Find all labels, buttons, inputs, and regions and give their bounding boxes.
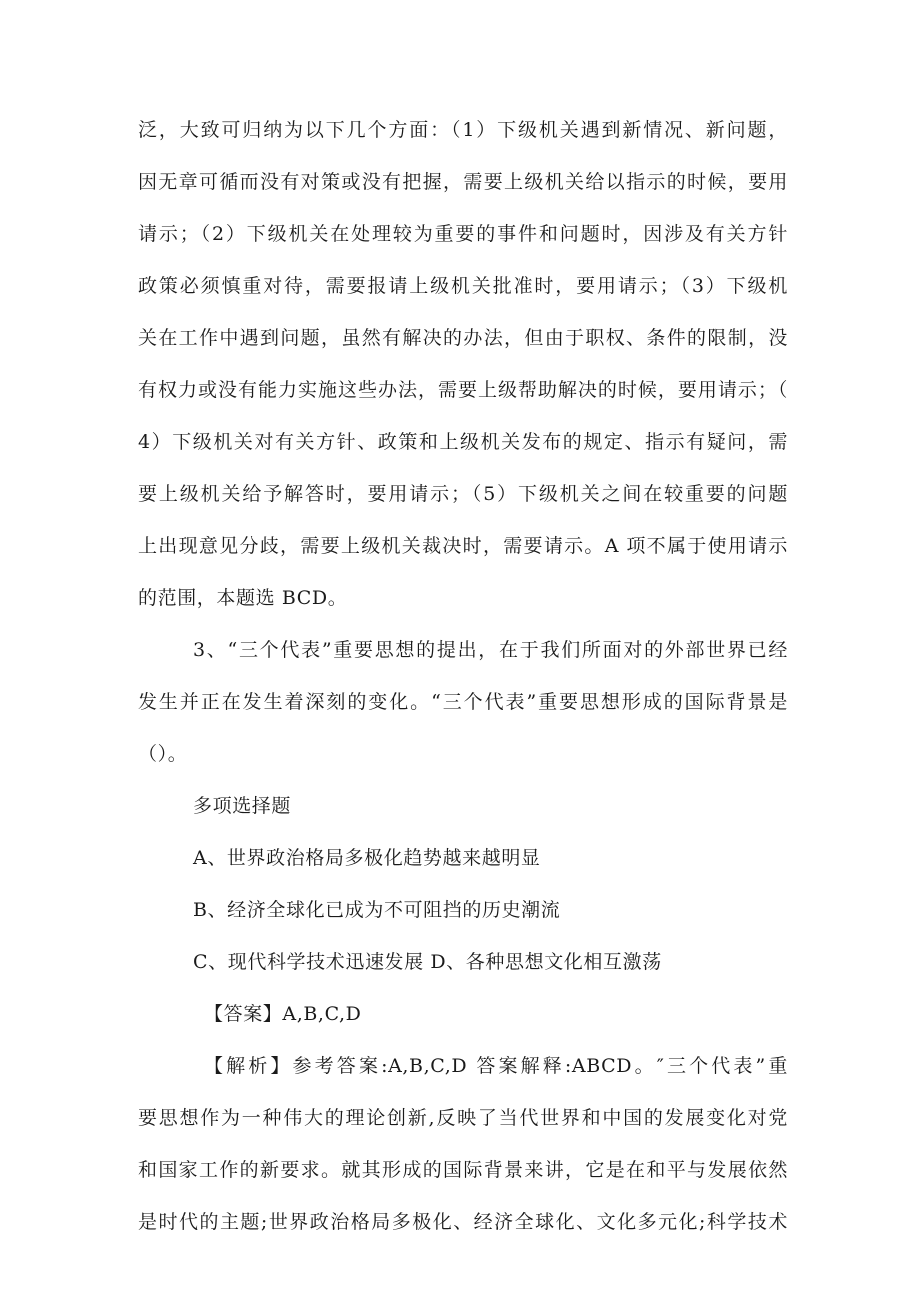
paragraph-line: 的范围，本题选 BCD。	[138, 587, 348, 609]
paragraph-line: 要上级机关给予解答时，要用请示；（5）下级机关之间在较重要的问题	[138, 483, 788, 505]
question-line: （）。	[138, 743, 188, 765]
option-a: A、世界政治格局多极化趋势越来越明显	[193, 847, 541, 869]
paragraph-line: 关在工作中遇到问题，虽然有解决的办法，但由于职权、条件的限制，没	[138, 327, 788, 349]
analysis-line: 要思想作为一种伟大的理论创新,反映了当代世界和中国的发展变化对党	[138, 1107, 788, 1129]
analysis-line: 和国家工作的新要求。就其形成的国际背景来讲，它是在和平与发展依然	[138, 1159, 788, 1181]
paragraph-line: 4）下级机关对有关方针、政策和上级机关发布的规定、指示有疑问，需	[138, 431, 788, 453]
option-b: B、经济全球化已成为不可阻挡的历史潮流	[193, 899, 561, 921]
analysis-line: 【解析】参考答案:A,B,C,D 答案解释:ABCD。″三个代表”重	[204, 1055, 788, 1077]
paragraph-line: 泛，大致可归纳为以下几个方面：（1）下级机关遇到新情况、新问题，	[138, 119, 788, 141]
question-line: 发生并正在发生着深刻的变化。“三个代表”重要思想形成的国际背景是	[138, 691, 788, 713]
paragraph-line: 政策必须慎重对待，需要报请上级机关批准时，要用请示；（3）下级机	[138, 275, 788, 297]
question-type: 多项选择题	[193, 795, 292, 817]
paragraph-line: 请示；（2）下级机关在处理较为重要的事件和问题时，因涉及有关方针	[138, 223, 788, 245]
option-c-d: C、现代科学技术迅速发展 D、各种思想文化相互激荡	[193, 951, 662, 973]
paragraph-line: 上出现意见分歧，需要上级机关裁决时，需要请示。A 项不属于使用请示	[138, 535, 788, 557]
paragraph-line: 有权力或没有能力实施这些办法，需要上级帮助解决的时候，要用请示；（	[138, 379, 788, 401]
answer: 【答案】A,B,C,D	[204, 1003, 362, 1025]
paragraph-line: 因无章可循而没有对策或没有把握，需要上级机关给以指示的时候，要用	[138, 171, 788, 193]
question-line: 3、“三个代表”重要思想的提出，在于我们所面对的外部世界已经	[193, 639, 788, 661]
analysis-line: 是时代的主题;世界政治格局多极化、经济全球化、文化多元化;科学技术	[138, 1211, 788, 1233]
